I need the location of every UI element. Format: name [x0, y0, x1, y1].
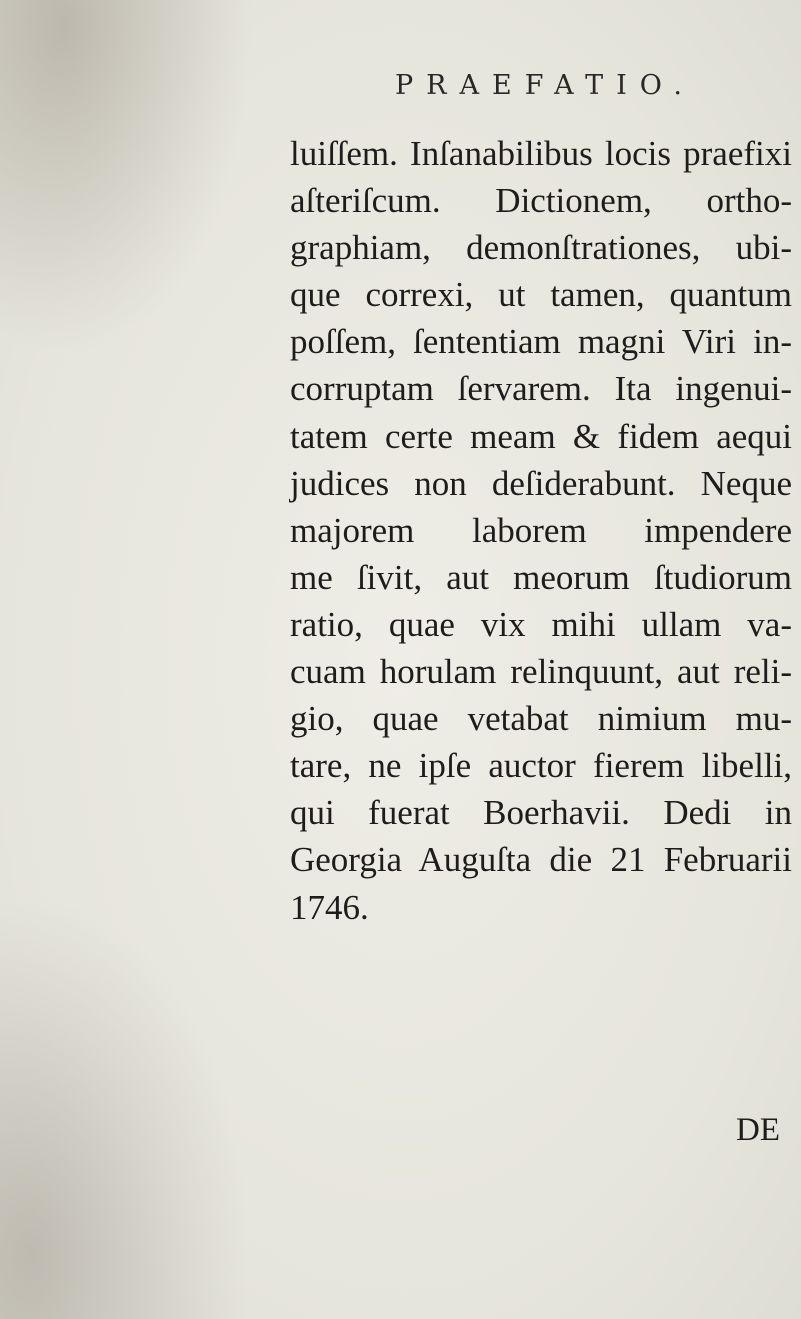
- date-line: 1746.: [290, 887, 369, 927]
- text-line: tare, ne ipſe auctor fierem libelli,: [290, 746, 792, 786]
- text-line: luiſſem. Inſanabilibus locis praefixi: [290, 134, 792, 173]
- text-line: cuam horulam relinquunt, aut reli-: [290, 652, 792, 692]
- text-line: majorem laborem impendere: [290, 510, 792, 550]
- text-line: Georgia Auguſta die 21 Februarii: [290, 840, 792, 880]
- text-line: que correxi, ut tamen, quantum: [290, 275, 792, 315]
- text-line: gio, quae vetabat nimium mu-: [290, 699, 792, 739]
- catchword: DE: [736, 1112, 780, 1148]
- text-line: judices non deſiderabunt. Neque: [290, 463, 792, 503]
- text-line: ratio, quae vix mihi ullam va-: [290, 604, 792, 644]
- text-line: corruptam ſervarem. Ita ingenui-: [290, 369, 792, 409]
- text-line: tatem certe meam & fidem aequi: [290, 416, 792, 456]
- text-line: me ſivit, aut meorum ſtudiorum: [290, 557, 792, 597]
- running-head: PRAEFATIO.: [395, 70, 695, 101]
- text-line: graphiam, demonſtrationes, ubi-: [290, 228, 792, 268]
- text-line: poſſem, ſententiam magni Viri in-: [290, 322, 792, 362]
- text-line: aſteriſcum. Dictionem, ortho-: [290, 181, 792, 221]
- body-text: [290, 130, 792, 931]
- text-line: qui fuerat Boerhavii. Dedi in: [290, 793, 792, 833]
